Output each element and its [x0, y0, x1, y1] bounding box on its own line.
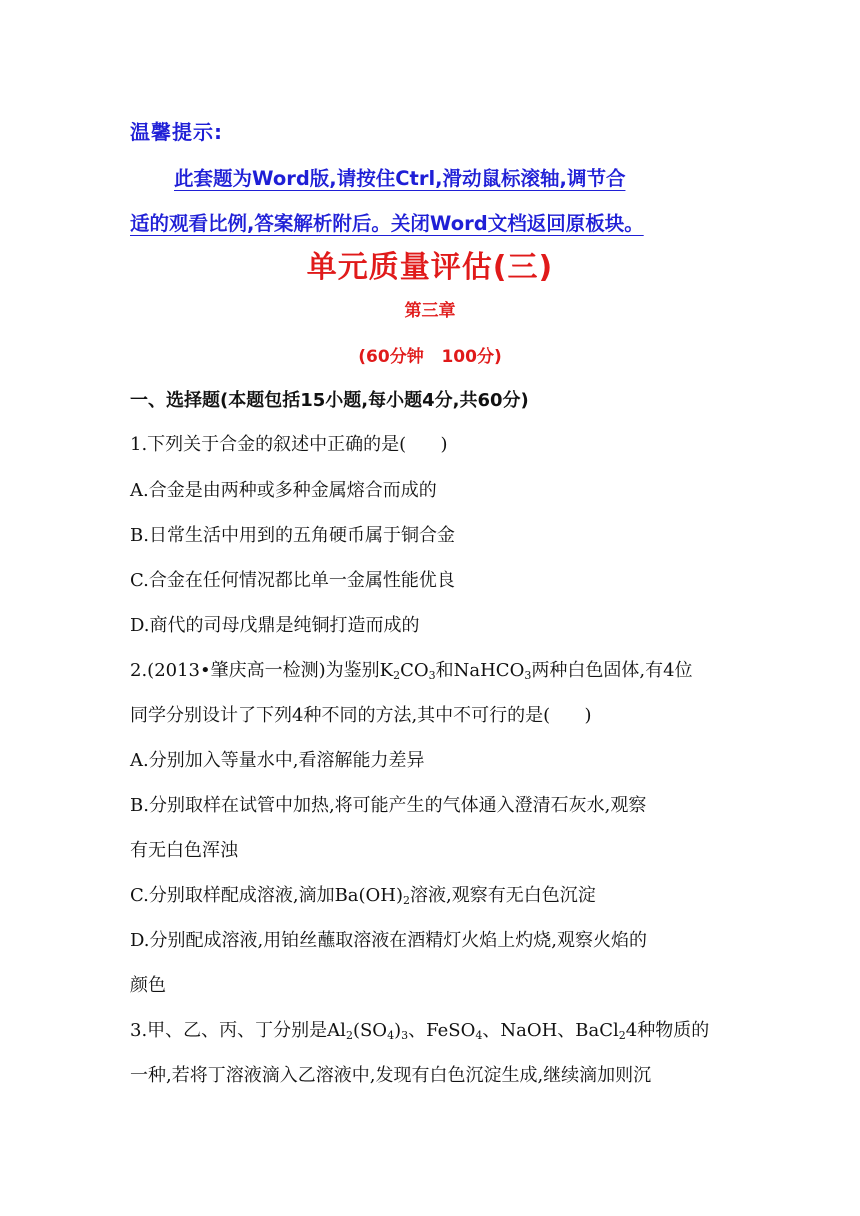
- time-score-label: (60分钟 100分): [358, 347, 502, 367]
- q2-option-c: C.分别取样配成溶液,滴加$Ba(OH)_2$溶液,观察有无白色沉淀: [130, 885, 596, 907]
- q1-option-c: C.合金在任何情况都比单一金属性能优良: [130, 570, 455, 591]
- section-heading: 一、选择题(本题包括15小题,每小题4分,共60分): [130, 390, 529, 411]
- q2-option-d-line-2: 颜色: [130, 975, 166, 996]
- chapter-label: 第三章: [404, 301, 456, 321]
- q1-stem: 1.下列关于合金的叙述中正确的是( ): [130, 434, 448, 455]
- tip-line-1: 此套题为Word版,请按住Ctrl,滑动鼠标滚轴,调节合: [174, 167, 626, 190]
- q1-option-b: B.日常生活中用到的五角硬币属于铜合金: [130, 525, 455, 546]
- tip-label: 温馨提示:: [130, 120, 223, 144]
- q2-option-a: A.分别加入等量水中,看溶解能力差异: [130, 750, 425, 771]
- q2-option-b-line-2: 有无白色浑浊: [130, 840, 238, 861]
- q1-option-a: A.合金是由两种或多种金属熔合而成的: [130, 480, 437, 501]
- tip-line-2: 适的观看比例,答案解析附后。关闭Word文档返回原板块。: [130, 212, 644, 235]
- q2-stem-line-1: 2.(2013•肇庆高一检测)为鉴别$K_2CO_3$和NaHCO$_3$两种白色固体,有4位: [130, 660, 693, 682]
- page-title: 单元质量评估(三): [306, 250, 554, 285]
- q1-option-d: D.商代的司母戊鼎是纯铜打造而成的: [130, 615, 420, 636]
- tip-body[interactable]: [130, 156, 732, 246]
- q2-option-b-line-1: B.分别取样在试管中加热,将可能产生的气体通入澄清石灰水,观察: [130, 795, 647, 816]
- q3-stem-line-1: 3.甲、乙、丙、丁分别是$Al_2(SO_4)_3$、FeSO$_4$、NaOH、BaCl$_2$4种物质的: [130, 1020, 710, 1042]
- q2-stem-line-2: 同学分别设计了下列4种不同的方法,其中不可行的是( ): [130, 705, 592, 726]
- q2-option-d-line-1: D.分别配成溶液,用铂丝蘸取溶液在酒精灯火焰上灼烧,观察火焰的: [130, 930, 647, 951]
- q3-stem-line-2: 一种,若将丁溶液滴入乙溶液中,发现有白色沉淀生成,继续滴加则沉: [130, 1065, 652, 1086]
